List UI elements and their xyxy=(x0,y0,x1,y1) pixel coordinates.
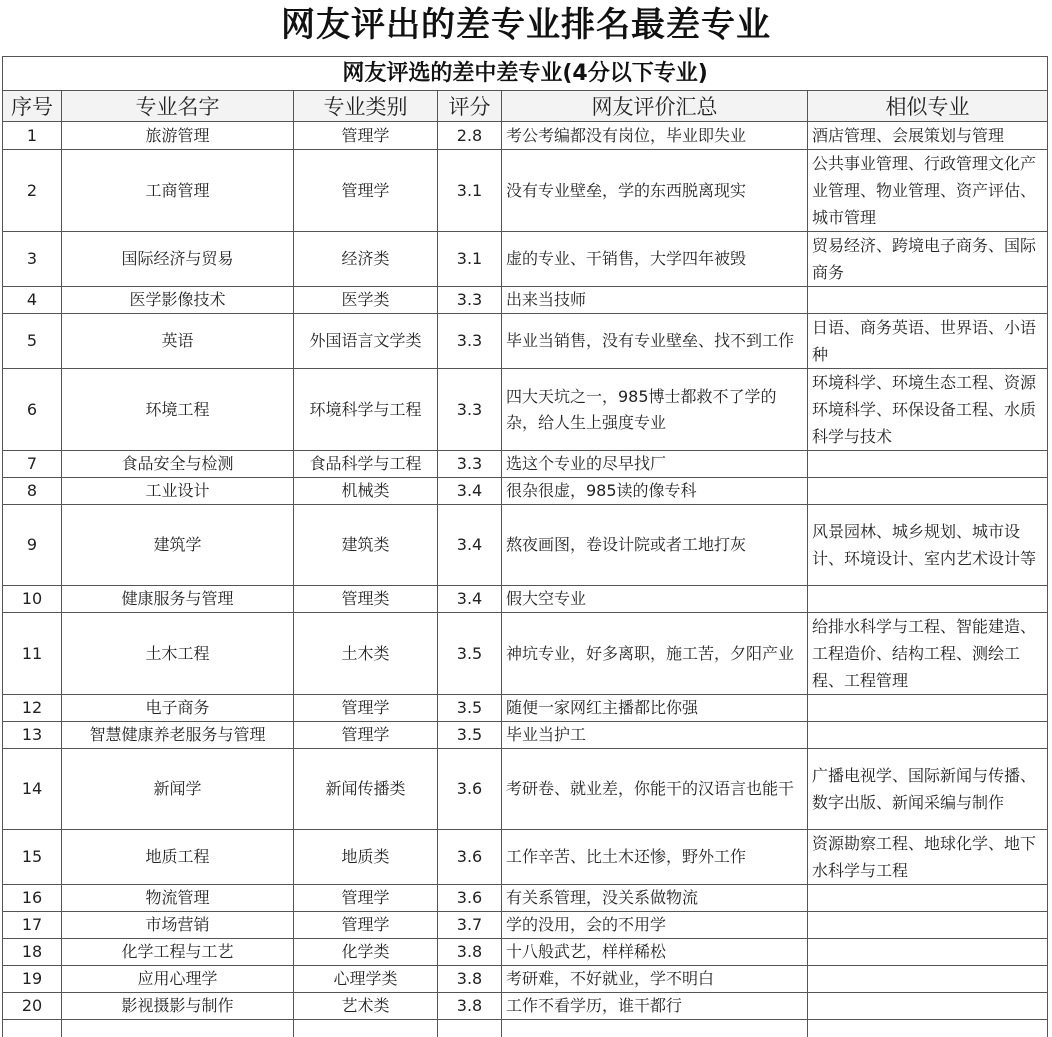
cell-no: 20 xyxy=(3,993,62,1020)
cell-name: 英语 xyxy=(62,314,294,369)
cell-similar xyxy=(808,993,1048,1020)
cell-score: 3.5 xyxy=(438,695,502,722)
cell-no: 10 xyxy=(3,586,62,613)
cell-review: 毕业当销售，没有专业壁垒、找不到工作 xyxy=(502,314,808,369)
cell-name: 建筑学 xyxy=(62,505,294,586)
cell-category: 土木类 xyxy=(294,613,438,695)
cell-score: 3.3 xyxy=(438,314,502,369)
table-subtitle: 网友评选的差中差专业(4分以下专业) xyxy=(3,57,1048,91)
cell-category: 地质类 xyxy=(294,830,438,885)
column-header-similar: 相似专业 xyxy=(808,91,1048,122)
column-header-no: 序号 xyxy=(3,91,62,122)
cell-similar: 广播电视学、国际新闻与传播、数字出版、新闻采编与制作 xyxy=(808,749,1048,830)
cell-name: 电子商务 xyxy=(62,695,294,722)
cell-name: 国际经济与贸易 xyxy=(62,232,294,287)
cell-category: 心理学类 xyxy=(294,966,438,993)
table-row xyxy=(3,939,1048,966)
cell-review: 神坑专业，好多离职，施工苦，夕阳产业 xyxy=(502,613,808,695)
table-row xyxy=(3,150,1048,232)
cell-score: 3.4 xyxy=(438,505,502,586)
table-row xyxy=(3,478,1048,505)
cell-no: 8 xyxy=(3,478,62,505)
cell-similar xyxy=(808,287,1048,314)
cell-category: 管理学 xyxy=(294,885,438,912)
table-row xyxy=(3,613,1048,695)
cell-category: 管理类 xyxy=(294,586,438,613)
table-row xyxy=(3,749,1048,830)
cell-similar xyxy=(808,939,1048,966)
cell-similar: 贸易经济、跨境电子商务、国际商务 xyxy=(808,232,1048,287)
cell-name: 地质工程 xyxy=(62,830,294,885)
cell-category: 管理学 xyxy=(294,122,438,150)
cell-name: 应用心理学 xyxy=(62,966,294,993)
cell-review: 很杂很虚，985读的像专科 xyxy=(502,478,808,505)
cell-no: 9 xyxy=(3,505,62,586)
cell-review: 出来当技师 xyxy=(502,287,808,314)
column-header-score: 评分 xyxy=(438,91,502,122)
table-row xyxy=(3,912,1048,939)
cell-name: 环境工程 xyxy=(62,369,294,451)
cell-name: 医学影像技术 xyxy=(62,287,294,314)
cell-no: 4 xyxy=(3,287,62,314)
cell-review: 没有专业壁垒，学的东西脱离现实 xyxy=(502,150,808,232)
cell-category: 化学类 xyxy=(294,939,438,966)
cell-review: 选这个专业的尽早找厂 xyxy=(502,451,808,478)
cell-similar: 资源勘察工程、地球化学、地下水科学与工程 xyxy=(808,830,1048,885)
header-row xyxy=(3,91,1048,122)
cell-no: 18 xyxy=(3,939,62,966)
cell-no: 7 xyxy=(3,451,62,478)
cell-review: 工作不看学历，谁干都行 xyxy=(502,993,808,1020)
cell-score: 3.3 xyxy=(438,369,502,451)
cell-name: 工业设计 xyxy=(62,478,294,505)
cell-category: 艺术类 xyxy=(294,993,438,1020)
table-row xyxy=(3,722,1048,749)
cell-category: 管理学 xyxy=(294,150,438,232)
cell-category: 新闻传播类 xyxy=(294,749,438,830)
cell-score: 3.8 xyxy=(438,966,502,993)
cell-category: 管理学 xyxy=(294,722,438,749)
cell-similar xyxy=(808,451,1048,478)
cell-similar xyxy=(808,586,1048,613)
ranking-table xyxy=(2,56,1048,1037)
cell-category: 医学类 xyxy=(294,287,438,314)
cell-similar xyxy=(808,722,1048,749)
cell-score: 3.1 xyxy=(438,232,502,287)
table-row xyxy=(3,830,1048,885)
cell-category: 食品科学与工程 xyxy=(294,451,438,478)
cell-name: 智慧健康养老服务与管理 xyxy=(62,722,294,749)
cell-name: 健康服务与管理 xyxy=(62,586,294,613)
table-row xyxy=(3,695,1048,722)
cell-no: 2 xyxy=(3,150,62,232)
column-header-name: 专业名字 xyxy=(62,91,294,122)
cell-similar xyxy=(808,695,1048,722)
table-row xyxy=(3,369,1048,451)
cell-name: 影视摄影与制作 xyxy=(62,993,294,1020)
cell-no: 19 xyxy=(3,966,62,993)
column-header-review: 网友评价汇总 xyxy=(502,91,808,122)
cell-review: 考公考编都没有岗位，毕业即失业 xyxy=(502,122,808,150)
table-row xyxy=(3,586,1048,613)
cell-score: 3.5 xyxy=(438,613,502,695)
cell-score: 3.6 xyxy=(438,749,502,830)
cell-score: 3.4 xyxy=(438,586,502,613)
cell-score xyxy=(438,1020,502,1037)
cell-no: 14 xyxy=(3,749,62,830)
cell-score: 3.5 xyxy=(438,722,502,749)
table-row xyxy=(3,885,1048,912)
column-header-category: 专业类别 xyxy=(294,91,438,122)
cell-score: 3.1 xyxy=(438,150,502,232)
cell-category: 经济类 xyxy=(294,232,438,287)
cell-score: 3.4 xyxy=(438,478,502,505)
table-row xyxy=(3,232,1048,287)
cell-score: 3.3 xyxy=(438,451,502,478)
cell-review: 四大天坑之一，985博士都救不了学的杂，给人生上强度专业 xyxy=(502,369,808,451)
cell-no: 15 xyxy=(3,830,62,885)
cell-review: 学的没用，会的不用学 xyxy=(502,912,808,939)
cell-similar: 酒店管理、会展策划与管理 xyxy=(808,122,1048,150)
cell-no xyxy=(3,1020,62,1037)
cell-similar: 公共事业管理、行政管理文化产业管理、物业管理、资产评估、城市管理 xyxy=(808,150,1048,232)
table-row xyxy=(3,993,1048,1020)
table-row xyxy=(3,966,1048,993)
table-row xyxy=(3,314,1048,369)
cell-category: 环境科学与工程 xyxy=(294,369,438,451)
cell-score: 3.8 xyxy=(438,939,502,966)
cell-score: 3.6 xyxy=(438,885,502,912)
cell-review xyxy=(502,1020,808,1037)
cell-category: 管理学 xyxy=(294,912,438,939)
cell-no: 3 xyxy=(3,232,62,287)
cell-name: 物流管理 xyxy=(62,885,294,912)
cell-review: 工作辛苦、比土木还惨，野外工作 xyxy=(502,830,808,885)
cell-no: 12 xyxy=(3,695,62,722)
cell-no: 5 xyxy=(3,314,62,369)
cell-name: 旅游管理 xyxy=(62,122,294,150)
cell-score: 3.8 xyxy=(438,993,502,1020)
cell-similar: 给排水科学与工程、智能建造、工程造价、结构工程、测绘工程、工程管理 xyxy=(808,613,1048,695)
cell-name: 化学工程与工艺 xyxy=(62,939,294,966)
cell-name: 土木工程 xyxy=(62,613,294,695)
cell-similar: 环境科学、环境生态工程、资源环境科学、环保设备工程、水质科学与技术 xyxy=(808,369,1048,451)
table-row xyxy=(3,1020,1048,1037)
cell-review: 假大空专业 xyxy=(502,586,808,613)
cell-similar: 风景园林、城乡规划、城市设计、环境设计、室内艺术设计等 xyxy=(808,505,1048,586)
cell-similar xyxy=(808,885,1048,912)
table-row xyxy=(3,451,1048,478)
cell-similar xyxy=(808,966,1048,993)
cell-score: 2.8 xyxy=(438,122,502,150)
cell-name: 新闻学 xyxy=(62,749,294,830)
cell-category: 建筑类 xyxy=(294,505,438,586)
cell-no: 13 xyxy=(3,722,62,749)
cell-review: 考研难，不好就业，学不明白 xyxy=(502,966,808,993)
cell-no: 1 xyxy=(3,122,62,150)
cell-review: 十八般武艺，样样稀松 xyxy=(502,939,808,966)
cell-category: 机械类 xyxy=(294,478,438,505)
cell-similar: 日语、商务英语、世界语、小语种 xyxy=(808,314,1048,369)
cell-name xyxy=(62,1020,294,1037)
cell-no: 17 xyxy=(3,912,62,939)
cell-no: 6 xyxy=(3,369,62,451)
table-row xyxy=(3,122,1048,150)
cell-name: 市场营销 xyxy=(62,912,294,939)
cell-review: 有关系管理，没关系做物流 xyxy=(502,885,808,912)
page-title: 网友评出的差专业排名最差专业 xyxy=(281,5,771,45)
cell-name: 工商管理 xyxy=(62,150,294,232)
cell-similar xyxy=(808,912,1048,939)
cell-name: 食品安全与检测 xyxy=(62,451,294,478)
table-row xyxy=(3,505,1048,586)
cell-no: 16 xyxy=(3,885,62,912)
cell-category xyxy=(294,1020,438,1037)
cell-no: 11 xyxy=(3,613,62,695)
cell-review: 虚的专业、干销售，大学四年被毁 xyxy=(502,232,808,287)
cell-similar xyxy=(808,478,1048,505)
cell-review: 毕业当护工 xyxy=(502,722,808,749)
cell-score: 3.6 xyxy=(438,830,502,885)
cell-category: 外国语言文学类 xyxy=(294,314,438,369)
cell-review: 随便一家网红主播都比你强 xyxy=(502,695,808,722)
cell-category: 管理学 xyxy=(294,695,438,722)
cell-score: 3.7 xyxy=(438,912,502,939)
cell-score: 3.3 xyxy=(438,287,502,314)
subtitle-row xyxy=(3,57,1048,91)
cell-review: 熬夜画图，卷设计院或者工地打灰 xyxy=(502,505,808,586)
table-row xyxy=(3,287,1048,314)
cell-review: 考研卷、就业差，你能干的汉语言也能干 xyxy=(502,749,808,830)
cell-similar xyxy=(808,1020,1048,1037)
